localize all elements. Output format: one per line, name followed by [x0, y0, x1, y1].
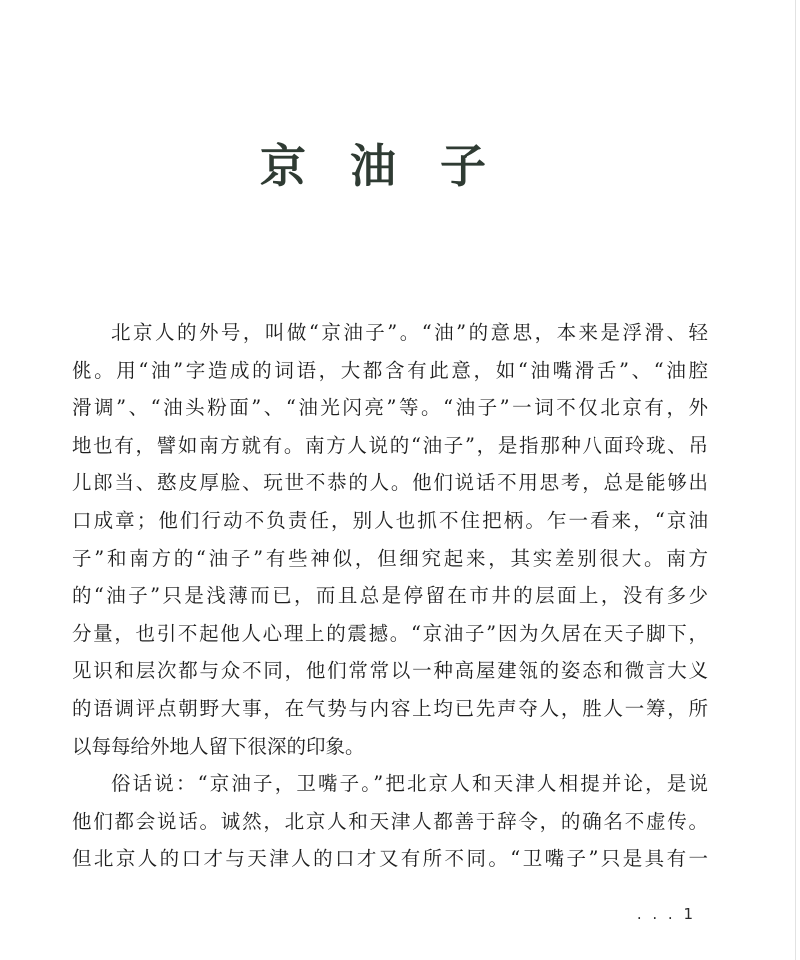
text-line: 北京人的外号，叫做“京油子”。“油”的意思，本来是浮滑、轻 — [111, 321, 708, 344]
paragraph — [72, 765, 708, 878]
chapter-title: 京 油 子 — [259, 139, 501, 193]
text-line: 佻。用“油”字造成的词语，大都含有此意，如“油嘴滑舌”、“油腔 — [72, 358, 708, 382]
text-line: 滑调”、“油头粉面”、“油光闪亮”等。“油子”一词不仅北京有，外 — [72, 396, 708, 420]
text-line: 的语调评点朝野大事，在气势与内容上均已先声夺人，胜人一筹，所 — [72, 696, 708, 720]
text-line: 的“油子”只是浅薄而已，而且总是停留在市井的层面上，没有多少 — [72, 584, 708, 608]
text-line: 见识和层次都与众不同，他们常常以一种高屋建瓴的姿态和微言大义 — [72, 659, 708, 683]
text-line: 口成章；他们行动不负责任，别人也抓不住把柄。乍一看来，“京油 — [72, 508, 708, 532]
text-line: 他们都会说话。诚然，北京人和天津人都善于辞令，的确名不虚传。 — [72, 809, 708, 833]
page-number: . . . 1 — [636, 905, 696, 923]
page-edge-divider — [795, 0, 796, 960]
text-line: 但北京人的口才与天津人的口才又有所不同。“卫嘴子”只是具有一 — [72, 847, 708, 871]
paragraph — [72, 314, 708, 765]
text-line: 俗话说：“京油子，卫嘴子。”把北京人和天津人相提并论，是说 — [111, 772, 708, 796]
text-line: 儿郎当、憨皮厚脸、玩世不恭的人。他们说话不用思考，总是能够出 — [72, 471, 708, 495]
text-line: 以每每给外地人留下很深的印象。 — [72, 734, 365, 758]
chapter-body — [72, 314, 708, 878]
text-line: 分量，也引不起他人心理上的震撼。“京油子”因为久居在天子脚下， — [72, 621, 708, 645]
text-line: 子”和南方的“油子”有些神似，但细究起来，其实差别很大。南方 — [72, 546, 708, 570]
text-line: 地也有，譬如南方就有。南方人说的“油子”，是指那种八面玲珑、吊 — [72, 433, 708, 457]
